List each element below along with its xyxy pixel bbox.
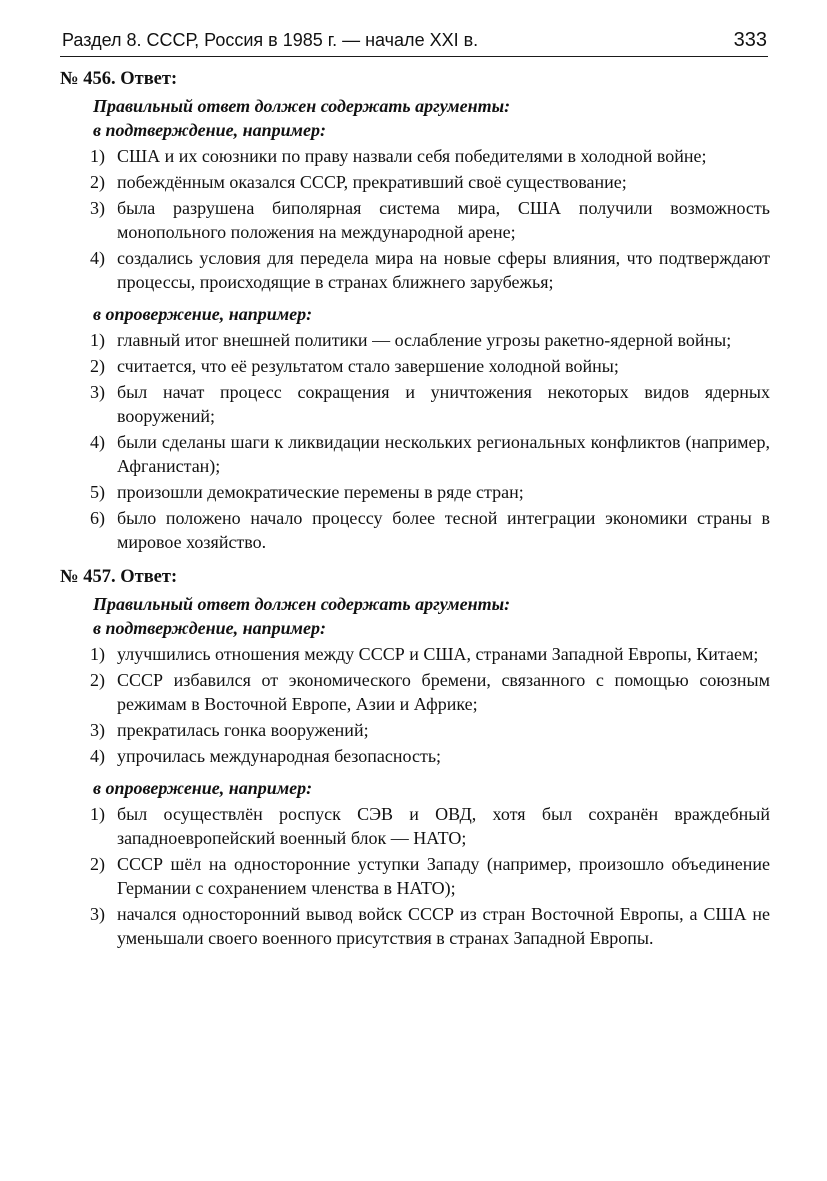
item-number: 4) [90,248,105,268]
item-number: 4) [90,432,105,452]
pro-list [60,144,770,294]
item-text: создались условия для передела мира на новые сферы влияния, что подтверждают процессы, происходящие в странах ближнего зарубежья; [117,248,770,292]
list-item [60,354,770,378]
list-item [60,802,770,850]
item-number: 1) [90,644,105,664]
pro-heading: в подтверждение, например: [93,120,326,140]
item-text: упрочилась международная безопасность; [117,746,442,766]
answer-456 [60,66,770,554]
list-item [60,744,770,768]
item-text: побеждённым оказался СССР, прекративший своё существование; [117,172,627,192]
item-number: 2) [90,172,105,192]
list-item [60,328,770,352]
page-content [60,66,770,952]
list-item [60,852,770,900]
item-text: считается, что её результатом стало завершение холодной войны; [117,356,619,376]
list-item [60,718,770,742]
item-text: главный итог внешней политики — ослабление угрозы ракетно-ядерной войны; [117,330,732,350]
item-text: были сделаны шаги к ликвидации нескольких региональных конфликтов (например, Афганистан); [117,432,770,476]
list-item [60,380,770,428]
list-item [60,480,770,504]
item-number: 2) [90,670,105,690]
item-text: был начат процесс сокращения и уничтожения некоторых видов ядерных вооружений; [117,382,770,426]
item-text: США и их союзники по праву назвали себя победителями в холодной войне; [117,146,707,166]
chapter-title: Раздел 8. СССР, Россия в 1985 г. — начале XXI в. [62,30,479,50]
item-text: был осуществлён роспуск СЭВ и ОВД, хотя был сохранён враждебный западноевропейский военный блок — НАТО; [117,804,770,848]
pro-heading: в подтверждение, например: [93,618,326,638]
item-number: 3) [90,904,105,924]
running-head [62,26,767,54]
list-item [60,506,770,554]
item-text: было положено начало процессу более тесной интеграции экономики страны в мировое хозяйство. [117,508,770,552]
item-number: 2) [90,356,105,376]
item-text: начался односторонний вывод войск СССР из стран Восточной Европы, а США не уменьшали своего военного присутствия в странах Западной Европы. [117,904,770,948]
item-number: 1) [90,146,105,166]
item-number: 6) [90,508,105,528]
answer-title: № 457. Ответ: [60,567,178,587]
list-item [60,144,770,168]
item-number: 5) [90,482,105,502]
pro-list [60,642,770,768]
answer-457 [60,564,770,950]
item-number: 2) [90,854,105,874]
item-number: 3) [90,198,105,218]
list-item [60,642,770,666]
item-text: была разрушена биполярная система мира, США получили возможность монопольного положения на международной арене; [117,198,770,242]
con-heading: в опровержение, например: [93,304,313,324]
item-number: 1) [90,804,105,824]
item-text: прекратилась гонка вооружений; [117,720,369,740]
item-number: 3) [90,720,105,740]
list-item [60,668,770,716]
answer-intro: Правильный ответ должен содержать аргументы: [93,594,511,614]
item-number: 3) [90,382,105,402]
list-item [60,196,770,244]
con-heading: в опровержение, например: [93,778,313,798]
list-item [60,246,770,294]
con-list [60,802,770,950]
answer-intro: Правильный ответ должен содержать аргументы: [93,96,511,116]
con-list [60,328,770,554]
item-text: произошли демократические перемены в ряде стран; [117,482,524,502]
list-item [60,170,770,194]
item-number: 4) [90,746,105,766]
item-text: улучшились отношения между СССР и США, странами Западной Европы, Китаем; [117,644,759,664]
item-text: СССР шёл на односторонние уступки Западу (например, произошло объединение Германии с сохранением членства в НАТО); [117,854,770,898]
list-item [60,902,770,950]
item-number: 1) [90,330,105,350]
answer-title: № 456. Ответ: [60,69,178,89]
item-text: СССР избавился от экономического бремени, связанного с помощью союзным режимам в Восточной Европе, Азии и Африке; [117,670,770,714]
header-rule [60,56,768,57]
list-item [60,430,770,478]
page-number: 333 [733,29,767,51]
